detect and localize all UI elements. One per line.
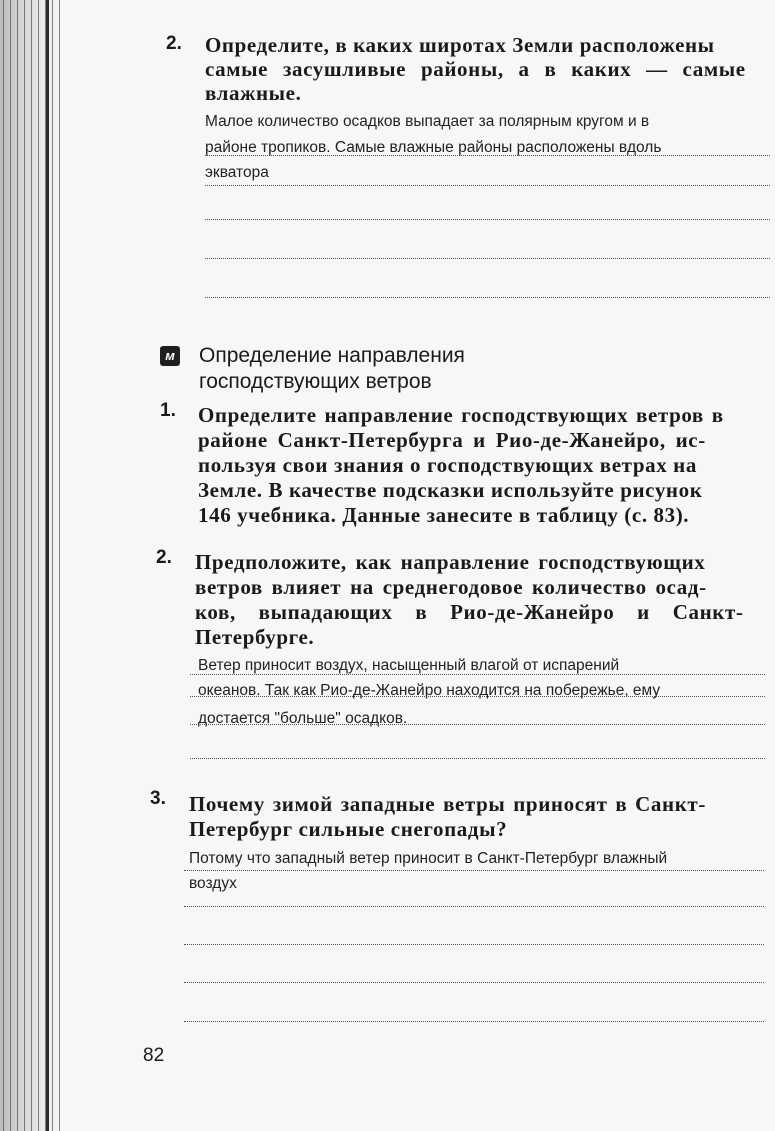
dotted-line (190, 674, 765, 675)
dotted-line (205, 297, 770, 298)
dotted-line (184, 906, 764, 907)
answer-2-top-line2: районе тропиков. Самые влажные районы расположены вдоль (205, 139, 662, 156)
section-title-line1: Определение направления (199, 344, 465, 367)
question-1-line2: районе Санкт-Петербурга и Рио-де-Жанейро, ис- (198, 428, 706, 452)
dotted-line (184, 944, 764, 945)
question-2-number: 2. (156, 547, 172, 568)
answer-3-line2: воздух (189, 875, 237, 892)
question-1-line5: 146 учебника. Данные занесите в таблицу (с. 83). (198, 503, 690, 527)
dotted-line (184, 982, 764, 983)
dotted-line (205, 185, 770, 186)
question-2-line2: ветров влияет на среднегодовое количество осад- (195, 575, 707, 599)
dotted-line (190, 696, 765, 697)
question-2-top-number: 2. (166, 33, 182, 54)
dotted-line (184, 870, 764, 871)
method-icon: м (160, 346, 180, 366)
question-2-line3: ков, выпадающих в Рио-де-Жанейро и Санкт- (195, 600, 744, 624)
section-title-line2: господствующих ветров (199, 370, 432, 393)
question-1-line3: пользуя свои знания о господствующих ветрах на (198, 453, 697, 477)
dotted-line (205, 219, 770, 220)
question-3-number: 3. (150, 788, 166, 809)
question-2-top-line3: влажные. (205, 81, 302, 105)
answer-3-line1: Потому что западный ветер приносит в Санкт-Петербург влажный (189, 850, 668, 867)
dotted-line (205, 258, 770, 259)
page-edge (46, 0, 49, 1131)
question-1-line1: Определите направление господствующих ветров в (198, 403, 724, 427)
answer-2-line2: океанов. Так как Рио-де-Жанейро находится на побережье, ему (198, 682, 661, 699)
dotted-line (184, 1021, 764, 1022)
answer-2-line1: Ветер приносит воздух, насыщенный влагой от испарений (198, 657, 620, 674)
answer-2-top-line3: экватора (205, 164, 269, 181)
scan-gutter (0, 0, 62, 1131)
dotted-line (205, 155, 770, 156)
question-3-line2: Петербург сильные снегопады? (189, 817, 508, 841)
question-2-top-line1: Определите, в каких широтах Земли расположены (205, 33, 715, 57)
question-3-line1: Почему зимой западные ветры приносят в Санкт- (189, 792, 706, 816)
question-2-line1: Предположите, как направление господствующих (195, 550, 706, 574)
dotted-line (190, 724, 765, 725)
section-title (199, 343, 465, 395)
question-1-number: 1. (160, 400, 176, 421)
question-2-line4: Петербурге. (195, 625, 315, 649)
page-number: 82 (143, 1045, 165, 1066)
question-1-line4: Земле. В качестве подсказки используйте рисунок (198, 478, 703, 502)
dotted-line (190, 758, 765, 759)
answer-2-top-line1: Малое количество осадков выпадает за полярным кругом и в (205, 113, 650, 130)
answer-2-line3: достается "больше" осадков. (198, 710, 408, 727)
question-2-top-line2: самые засушливые районы, а в каких — самые (205, 57, 746, 81)
